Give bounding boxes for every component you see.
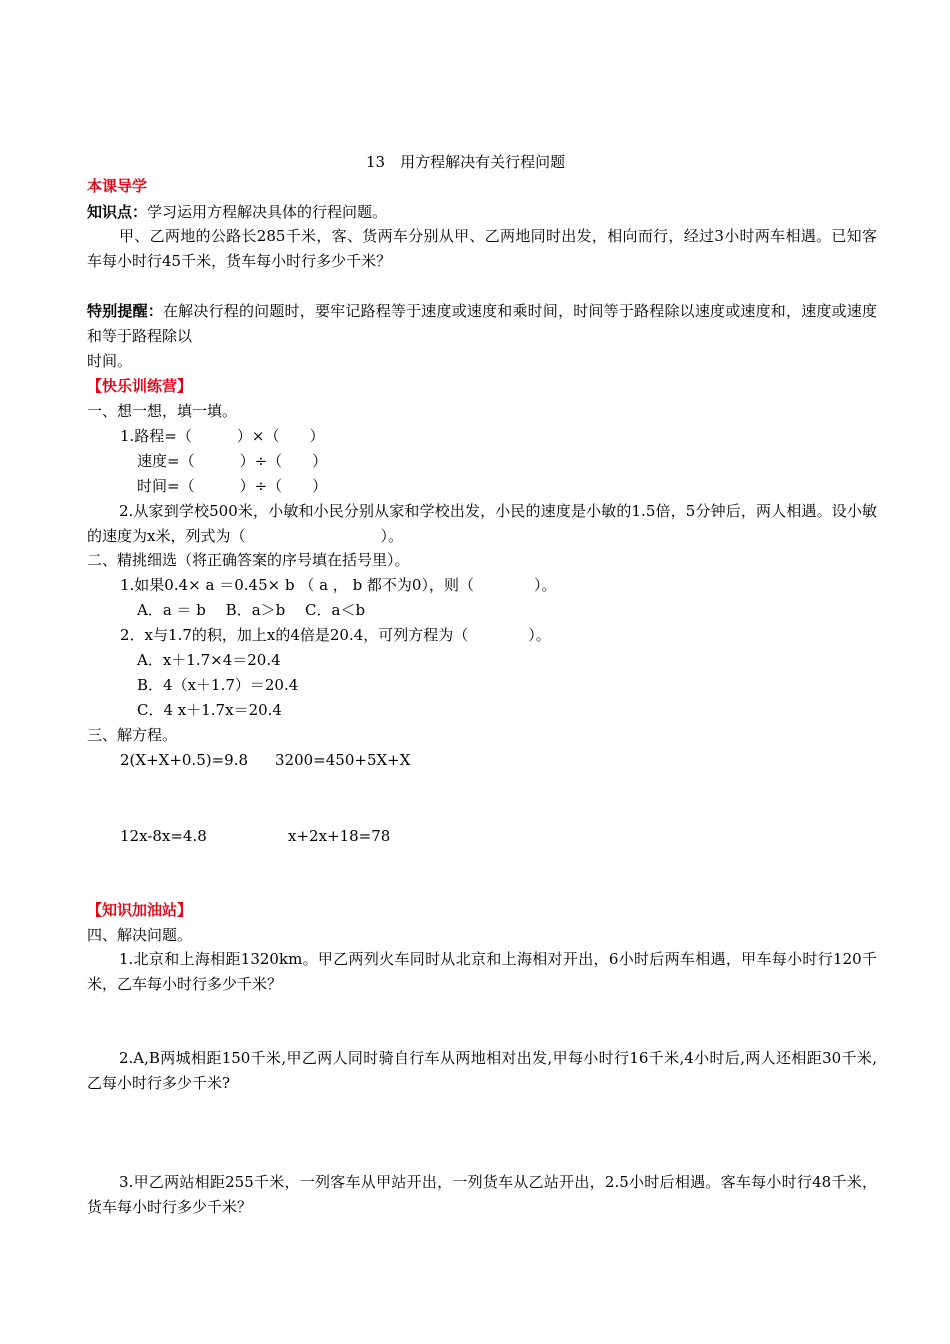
equation-4: x+2x+18=78 [288,827,391,845]
section-1-title: 一、想一想，填一填。 [87,402,238,420]
s1-q1-time: 时间=（ ）÷（ ） [137,477,328,495]
station-heading: 【知识加油站】 [87,901,193,919]
s2-q1: 1.如果0.4× a ＝0.45× b （ a ， b 都不为0），则（ ）。 [120,576,557,594]
section-3-title: 三、解方程。 [87,726,178,744]
equation-2: 3200=450+5X+X [275,751,411,769]
camp-heading: 【快乐训练营】 [87,377,193,395]
problem-2: 2.A,B两城相距150千米,甲乙两人同时骑自行车从两地相对出发,甲每小时行16千米,4小时后,两人还相距30千米, 乙每小时行多少千米? [87,1049,877,1092]
reminder-paragraph [87,299,877,349]
s2-q2: 2．x与1.7的积，加上x的4倍是20.4，可列方程为（ ）。 [120,626,551,644]
s2-q1-options: A．a ＝ b B．a＞b C．a＜b [137,601,366,619]
equation-1: 2(X+X+0.5)=9.8 [120,751,249,769]
knowledge-label: 知识点： [87,203,148,221]
s2-q2-option-b: B．4（x＋1.7）＝20.4 [137,676,299,694]
s2-q2-option-a: A．x＋1.7×4＝20.4 [137,651,281,669]
s1-q1-distance: 1.路程=（ ）×（ ） [120,427,325,445]
reminder-label: 特别提醒： [87,302,163,320]
section-4-title: 四、解决问题。 [87,926,193,944]
reminder-text: 在解决行程的问题时，要牢记路程等于速度或速度和乘时间，时间等于路程除以速度或速度和，速度或速度和等于路程除以 [87,302,877,345]
s2-q2-option-c: C．4 x＋1.7x＝20.4 [137,701,282,719]
equation-3: 12x-8x=4.8 [120,827,207,845]
reminder-tail: 时间。 [87,352,133,370]
problem-3: 3.甲乙两站相距255千米，一列客车从甲站开出，一列货车从乙站开出，2.5小时后相遇。客车每小时行48千米，货车每小时行多少千米？ [87,1173,877,1216]
guide-heading: 本课导学 [87,177,148,195]
page-title: 13 用方程解决有关行程问题 [366,153,566,171]
example-problem: 甲、乙两地的公路长285千米，客、货两车分别从甲、乙两地同时出发，相向而行，经过3小时两车相遇。已知客车每小时行45千米，货车每小时行多少千米？ [87,227,877,270]
s1-q2: 2.从家到学校500米，小敏和小民分别从家和学校出发，小民的速度是小敏的1.5倍，5分钟后，两人相遇。设小敏的速度为x米，列式为（ ）。 [87,502,877,545]
problem-1: 1.北京和上海相距1320km。甲乙两列火车同时从北京和上海相对开出，6小时后两车相遇，甲车每小时行120千米，乙车每小时行多少千米？ [87,950,877,993]
section-2-title: 二、精挑细选（将正确答案的序号填在括号里）。 [87,551,410,569]
knowledge-text: 学习运用方程解决具体的行程问题。 [147,203,388,221]
knowledge-line [87,202,387,222]
s1-q1-speed: 速度=（ ）÷（ ） [137,452,328,470]
